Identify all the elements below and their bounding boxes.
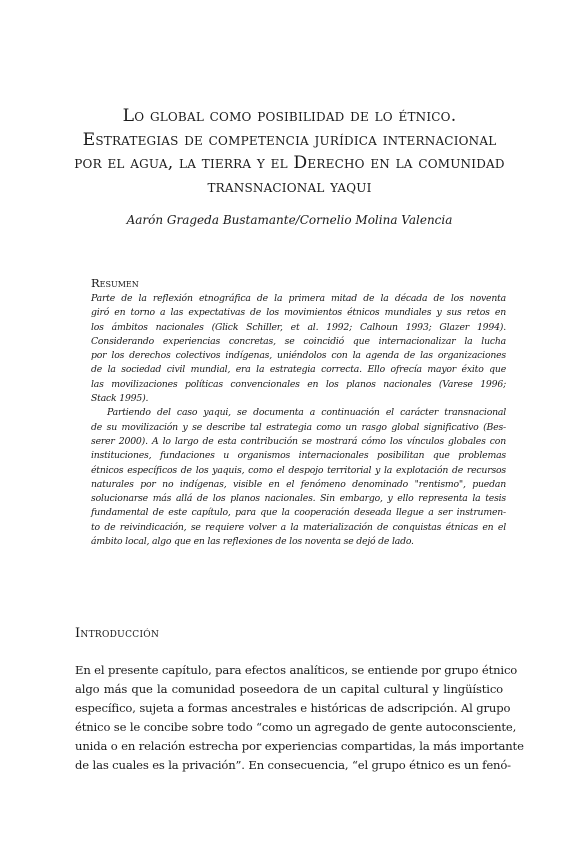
authors: Aarón Grageda Bustamante/Cornelio Molina Valencia: [126, 213, 453, 227]
body-line: En el presente capítulo, para efectos analíticos, se entiende por grupo étnico: [75, 663, 518, 677]
body-text: [75, 661, 524, 775]
title-line: Lo global como posibilidad de lo étnico.: [122, 106, 457, 126]
body-line: unida o en relación estrecha por experiencias compartidas, la más importante: [75, 739, 524, 753]
abstract-line: Parte de la reflexión etnográfica de la primera mitad de la década de los noventa: [91, 293, 506, 304]
abstract-label: Resumen: [91, 276, 139, 290]
abstract-line: fundamental de este capítulo, para que la cooperación deseada llegue a ser instrumen-: [91, 507, 506, 519]
abstract-line: to de reivindicación, se requiere volver a la materialización de conquistas étnicas en el: [91, 521, 506, 533]
abstract-line: Stack 1995).: [91, 393, 149, 405]
abstract-line: de la sociedad civil mundial, era la estrategia correcta. Ello ofrecía mayor éxito que: [91, 364, 506, 376]
abstract-line: solucionarse más allá de los planos nacionales. Sin embargo, y ello representa la tesis: [91, 493, 506, 505]
abstract-line: naturales por no indígenas, visible en el fenómeno denominado "rentismo", puedan: [91, 478, 506, 490]
body-line: de las cuales es la privación”. En consecuencia, “el grupo étnico es un fenó-: [75, 758, 511, 772]
chapter-title: [64, 105, 515, 199]
abstract-line: por los derechos colectivos indígenas, uniéndolos con la agenda de las organizaciones: [91, 350, 506, 362]
abstract-line: Considerando experiencias concretas, se coincidió que internacionalizar la lucha: [91, 335, 506, 347]
abstract-line: los ámbitos nacionales (Glick Schiller, et al. 1992; Calhoun 1993; Glazer 1994).: [91, 321, 506, 333]
body-line: étnico se le concibe sobre todo “como un agregado de gente autoconsciente,: [75, 720, 517, 734]
abstract-line: ámbito local, algo que en las reflexiones de los noventa se dejó de lado.: [91, 536, 414, 548]
section-heading: Introducción: [75, 626, 160, 641]
abstract-text: [91, 292, 506, 549]
body-line: algo más que la comunidad poseedora de un capital cultural y lingüístico: [75, 682, 503, 696]
abstract-line: étnicos específicos de los yaquis, como el despojo territorial y la explotación de recursos: [91, 464, 506, 476]
abstract-line: de su movilización y se describe tal estrategia como un rasgo global significativo (Bes-: [91, 421, 506, 433]
title-line: Estrategias de competencia jurídica internacional: [82, 129, 497, 150]
abstract-line: giró en torno a las expectativas de los movimientos étnicos mundiales y sus retos en: [91, 307, 506, 319]
abstract-line: serer 2000). A lo largo de esta contribución se mostrará cómo los vínculos globales con: [91, 435, 506, 447]
abstract-line: Partiendo del caso yaqui, se documenta a continuación el carácter transnacional: [107, 407, 506, 419]
title-line: por el agua, la tierra y el Derecho en la comunidad: [74, 153, 505, 173]
abstract-line: instituciones, fundaciones u organismos internacionales posibilitan que problemas: [91, 450, 506, 462]
title-line: transnacional yaqui: [207, 176, 372, 197]
body-line: específico, sujeta a formas ancestrales e históricas de adscripción. Al grupo: [75, 701, 511, 715]
abstract-line: las movilizaciones políticas convencionales en los planos nacionales (Varese 1996;: [91, 378, 506, 390]
